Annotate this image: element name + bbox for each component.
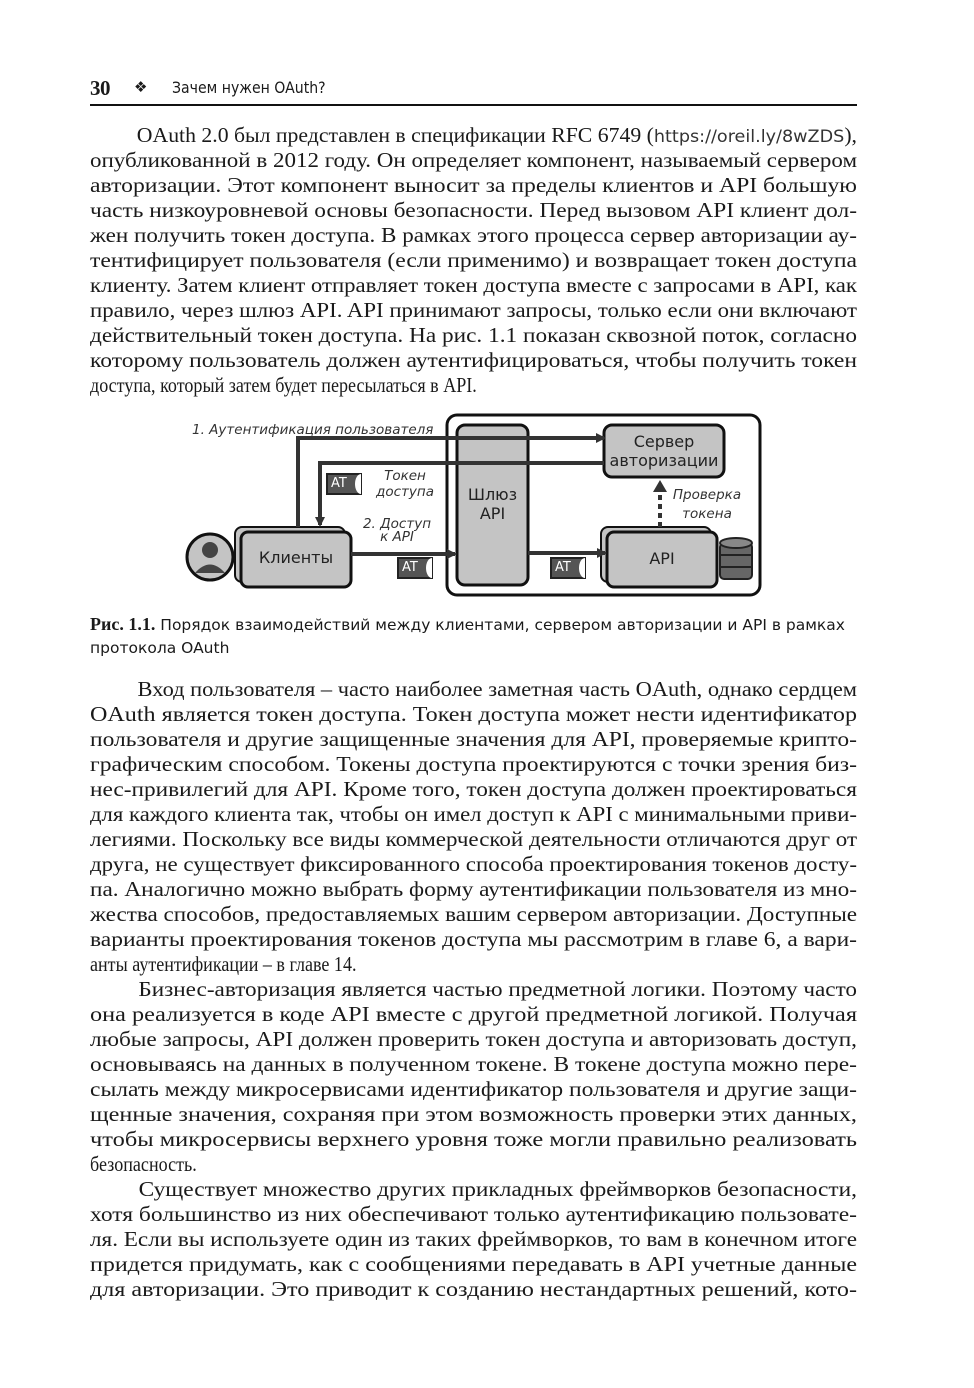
text-line: часть низкоуровневой основы безопасности. Перед вызовом API клиент дол-	[90, 198, 857, 222]
text-line: друга, не существует фиксированного способа проектирования токенов досту-	[90, 852, 857, 876]
text-line: основываясь на данных в полученном токене. В токене доступа можно пере-	[90, 1052, 857, 1076]
text-line: ля. Если вы используете один из таких фреймворков, то вам в конечном итоге	[90, 1227, 857, 1251]
step2-label: 2. Доступ к API	[362, 516, 432, 545]
token-badge-text: AT	[555, 560, 571, 575]
text-line: безопасность.	[90, 1152, 197, 1176]
figure-oauth-flow	[180, 410, 770, 600]
caption-text: Порядок взаимодействий между клиентами, сервером авторизации и API в рамках протокола OAuth	[90, 616, 845, 657]
paragraph-3	[90, 977, 857, 1177]
text-line: OAuth является токен доступа. Токен доступа может нести идентификатор	[90, 702, 857, 726]
text-line: щенные значения, сохраняя при этом возможность проверки этих данных,	[90, 1102, 857, 1126]
text-line: анты аутентификации – в главе 14.	[90, 952, 357, 976]
text-line: чтобы микросервисы верхнего уровня тоже могли правильно реализовать	[90, 1127, 857, 1151]
text-line: любые запросы, API должен проверить токен доступа и авторизовать доступ,	[90, 1027, 857, 1051]
text-line: тентифицирует пользователя (если применимо) и возвращает токен доступа	[90, 248, 857, 272]
clients-box: Клиенты	[258, 548, 334, 567]
text-line: действительный токен доступа. На рис. 1.1 показан сквозной поток, согласно	[90, 323, 857, 347]
verify-token-label: Проверка токена	[672, 487, 742, 522]
text-line: нес-привилегий для API. Кроме того, токен доступа должен проектироваться	[90, 777, 857, 801]
step1-label: 1. Аутентификация пользователя	[192, 422, 434, 438]
text-line: придется придумать, как с сообщениями передавать в API учетные данные	[90, 1252, 857, 1276]
text-line: жен получить токен доступа. В рамках этого процесса сервер авторизации ау-	[90, 223, 857, 247]
text-line: графическим способом. Токены доступа проектируются с точки зрения биз-	[90, 752, 857, 776]
page-number: 30	[90, 76, 110, 100]
text-line: для каждого клиента так, чтобы он имел доступ к API с минимальными приви-	[90, 802, 857, 826]
text-line: она реализуется в коде API вместе с другой предметной логикой. Получая	[90, 1002, 857, 1026]
text-line: Бизнес-авторизация является частью предметной логики. Поэтому часто	[138, 977, 857, 1001]
text-line: которому пользователь должен аутентифицироваться, чтобы получить токен	[90, 348, 857, 372]
text-line: правило, через шлюз API. API принимают запросы, только если они включают	[90, 298, 858, 322]
text-line: па. Аналогично можно выбрать форму аутентификации пользователя из мно-	[90, 877, 857, 901]
text-line: доступа, который затем будет пересылаться в API.	[90, 373, 477, 397]
text-line: Существует множество других прикладных фреймворков безопасности,	[138, 1177, 857, 1201]
text-line: клиенту. Затем клиент отправляет токен доступа вместе с запросами в API, как	[90, 273, 857, 297]
running-head	[90, 76, 857, 106]
gateway-box: Шлюз API	[467, 485, 518, 523]
text-line: опубликованной в 2012 году. Он определяет компонент, называемый сервером	[90, 148, 857, 172]
text-line: Вход пользователя – часто наиболее заметная часть OAuth, однако сердцем	[137, 677, 857, 701]
token-badge-text: AT	[402, 560, 418, 575]
paragraph-1	[90, 123, 857, 398]
text-line: авторизации. Этот компонент выносит за пределы клиентов и API большую	[90, 173, 857, 197]
chapter-title: Зачем нужен OAuth?	[172, 78, 326, 97]
text-line: хотя большинство из них обеспечивают только аутентификацию пользовате-	[90, 1202, 857, 1226]
text-line: варианты проектирования токенов доступа мы рассмотрим в главе 6, а вари-	[90, 927, 857, 951]
rfc-link[interactable]: https://oreil.ly/8wZDS	[653, 127, 845, 147]
figure-caption	[90, 613, 857, 660]
token-label: Токен доступа	[376, 468, 434, 500]
auth-server-box: Сервер авторизации	[609, 432, 719, 470]
paragraph-4	[90, 1177, 857, 1302]
caption-label: Рис. 1.1.	[90, 614, 156, 634]
token-badge-text: AT	[331, 476, 347, 491]
database-icon	[720, 538, 752, 579]
text-line: жества способов, предоставляемых вашим сервером авторизации. Доступные	[90, 902, 857, 926]
text-line: для авторизации. Это приводит к созданию нестандартных решений, кото-	[90, 1277, 857, 1301]
api-box: API	[649, 549, 675, 568]
text-line: OAuth 2.0 был представлен в спецификации RFC 6749 (https://oreil.ly/8wZDS),	[136, 123, 858, 147]
text-line: сылать между микросервисами идентификатор пользователя и другие защи-	[90, 1077, 857, 1101]
ornament-icon: ❖	[134, 78, 148, 96]
text-line: пользователя и другие защищенные значения для API, проверяемые крипто-	[90, 727, 858, 751]
paragraph-2	[90, 677, 857, 977]
text-line: легиями. Поскольку все виды коммерческой деятельности отличаются друг от	[90, 827, 858, 851]
